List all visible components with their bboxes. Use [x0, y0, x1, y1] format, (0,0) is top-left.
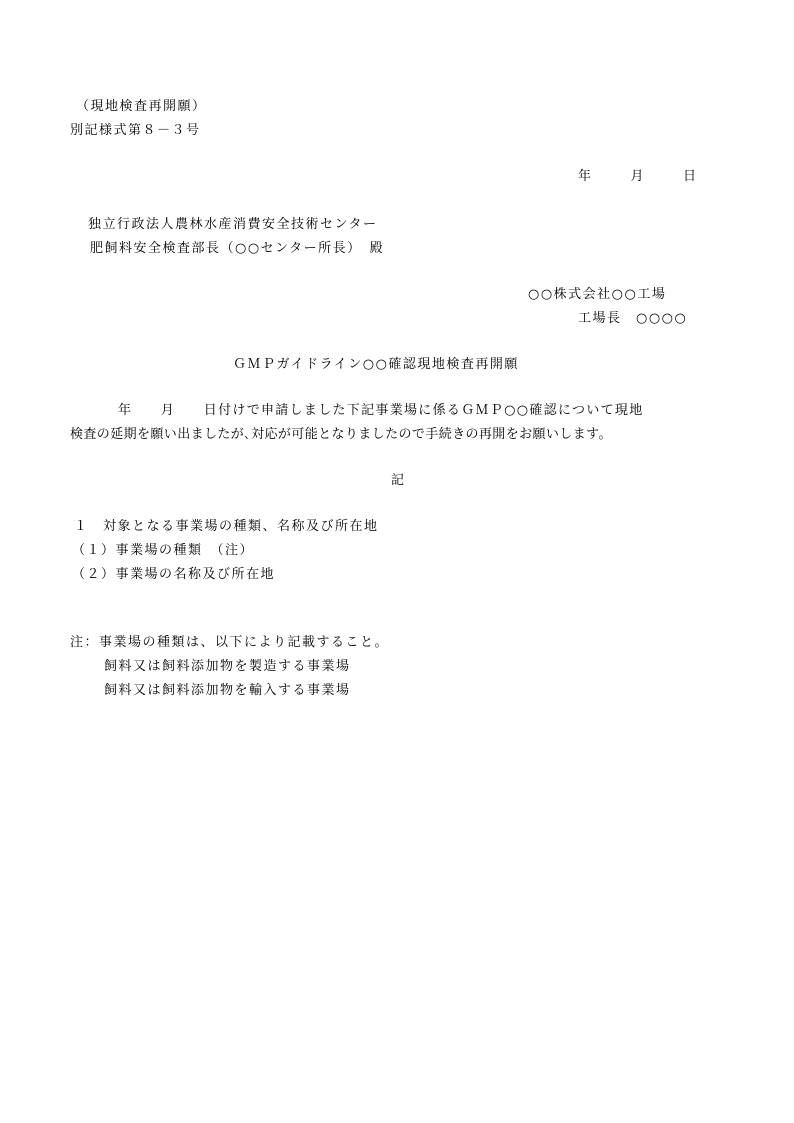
note-item-manufacture: 飼料又は飼料添加物を製造する事業場	[104, 659, 351, 674]
date-day-label: 日	[683, 169, 698, 184]
applicant-representative: 工場長 ○○○○	[578, 311, 688, 326]
ki-heading: 記	[391, 473, 406, 488]
document-subject: （現地検査再開願）	[76, 99, 207, 114]
body-line-1: 年 月 日付けで申請しました下記事業場に係るＧＭＰ○○確認について現地	[118, 403, 644, 418]
addressee-organization: 独立行政法人農林水産消費安全技術センター	[88, 217, 378, 232]
date-month-label: 月	[630, 169, 646, 184]
applicant-company: ○○株式会社○○工場	[528, 287, 667, 302]
date-line	[578, 168, 698, 186]
form-number: 別記様式第８－３号	[70, 123, 201, 138]
document-title: ＧＭＰガイドライン○○確認現地検査再開願	[233, 357, 519, 372]
item-1-1: （１）事業場の種類 （注）	[72, 543, 255, 558]
body-line-2: 検査の延期を願い出ましたが､対応が可能となりましたので手続きの再開をお願いします。	[70, 427, 612, 442]
item-1: １ 対象となる事業場の種類、名称及び所在地	[74, 519, 379, 534]
note-heading: 注：事業場の種類は、以下により記載すること。	[70, 635, 390, 650]
note-item-import: 飼料又は飼料添加物を輸入する事業場	[104, 683, 351, 698]
date-year-label: 年	[578, 169, 593, 184]
item-1-2: （２）事業場の名称及び所在地	[72, 567, 276, 582]
addressee-title: 肥飼料安全検査部長（○○センター所長） 殿	[90, 241, 385, 256]
